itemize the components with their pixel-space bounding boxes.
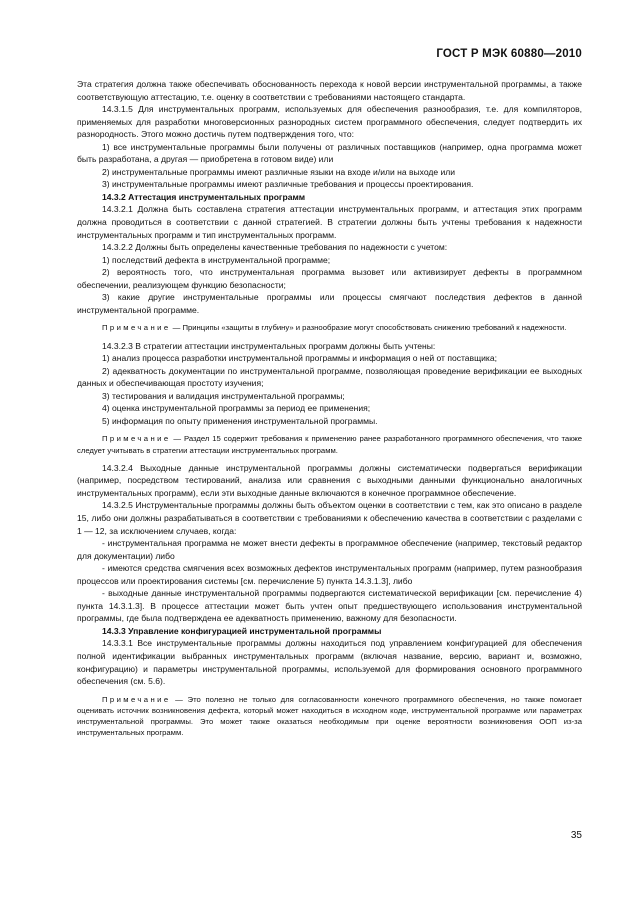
paragraph: 14.3.2.5 Инструментальные программы должны быть объектом оценки в соответствии с тем, как это описано в разделе 15, либо они должны разрабатываться в соответствии с требованиями к обеспечению качества в соответствии с разделами с 1 — 12, за исключением случаев, когда: <box>77 500 582 536</box>
note <box>77 433 582 455</box>
paragraph: 14.3.2.4 Выходные данные инструментальной программы должны систематически подвергаться верификации (например, посредством тестирований, анализа или сравнения с выходными данными функционально аналогичных инструментальных программ), если эти выходные данные включаются в конечное программное обеспечение. <box>77 462 582 498</box>
paragraph: 14.3.2.3 В стратегии аттестации инструментальных программ должны быть учтены: <box>102 340 436 351</box>
note-label: Примечание <box>102 434 171 444</box>
list-item: 5) информация по опыту применения инструментальной программы. <box>102 415 378 426</box>
note-text: — Раздел 15 содержит требования к применению ранее разработанного программного обеспечения, что также следует учитывать в стратегии аттестации инструментальных программ. <box>77 434 582 455</box>
paragraph: 14.3.3.1 Все инструментальные программы должны находиться под управлением конфигурацией для обеспечения полной идентификации выбранных инструментальных программ (включая название, версию, вариант и, возможно, конфигурацию) и параметры инструментальной программы, используемой для формирования основного программного обеспечения (см. 5.6). <box>77 638 582 687</box>
paragraph: 14.3.2.1 Должна быть составлена стратегия аттестации инструментальных программ, и аттестация этих программ должна проводиться в соответствии с данной стратегией. В стратегии должны быть учтены требования к надежности инструментальных программ и тип инструментальных программ. <box>77 204 582 240</box>
list-item: 1) последствий дефекта в инструментальной программе; <box>102 254 331 265</box>
document-header: ГОСТ Р МЭК 60880—2010 <box>436 48 582 60</box>
paragraph: 14.3.2.2 Должны быть определены качественные требования по надежности с учетом: <box>102 242 448 253</box>
note-label: Примечание <box>102 694 171 704</box>
list-item: - выходные данные инструментальной программы подвергаются систематической верификации [см. перечисление 4) пункта 14.3.1.3]. В процессе аттестации может быть учтен опыт предшествующего использования инструментальной программы, где была подтверждена ее адекватность применению, важному для безопасности. <box>77 588 582 624</box>
page-body <box>77 78 582 738</box>
list-item: 3) какие другие инструментальные программы или процессы смягчают последствия дефектов в данной инструментальной программе. <box>77 292 582 315</box>
list-item: 2) вероятность того, что инструментальная программа вызовет или активизирует дефекты в программном обеспечении, реализующем функцию безопасности; <box>77 267 582 290</box>
note-text: — Принципы «защиты в глубину» и разнообразие могут способствовать снижению требований к надежности. <box>170 323 567 333</box>
list-item: 2) адекватность документации по инструментальной программе, позволяющая проведение верификации ее выходных данных и обеспечивающая простоту изучения; <box>77 365 582 389</box>
note <box>77 694 582 739</box>
list-item: - инструментальная программа не может внести дефекты в программное обеспечение (например, текстовый редактор для документации) либо <box>77 538 582 561</box>
note-label: Примечание <box>102 323 171 333</box>
note-text: — Это полезно не только для согласованности конечного программного обеспечения, но также помогает оценивать источник возникновения дефекта, который может находиться в исходном коде, инструментальной программе или параметрах инструментальной программы. Это может также оказаться необходимым при оценке вероятности возникновения ООП из-за инструментальных программ. <box>77 694 582 738</box>
section-heading: 14.3.3 Управление конфигурацией инструментальной программы <box>102 625 382 636</box>
section-heading: 14.3.2 Аттестация инструментальных программ <box>102 191 306 202</box>
list-item: 2) инструментальные программы имеют различные языки на входе и/или на выходе или <box>102 166 456 177</box>
paragraph: 14.3.1.5 Для инструментальных программ, используемых для обеспечения разнообразия, т.е. для компиляторов, применяемых для разработки многоверсионных разнородных систем программного обеспечения, следует подтвердить их разнородность. Этого можно достичь путем подтверждения того, что: <box>77 104 582 140</box>
list-item: 1) анализ процесса разработки инструментальной программы и информация о ней от поставщика; <box>102 353 497 364</box>
paragraph: Эта стратегия должна также обеспечивать обоснованность перехода к новой версии инструментальной программы, а также соответствующую аттестацию, т.е. оценку в соответствии с требованиями настоящего стандарта. <box>77 79 582 102</box>
page-number: 35 <box>570 830 582 841</box>
list-item: 1) все инструментальные программы были получены от различных поставщиков (например, одна программа может быть разработана, а другая — приобретена в готовом виде) или <box>77 141 582 165</box>
list-item: - имеются средства смягчения всех возможных дефектов инструментальных программ (например, путем разнообразия процессов или проектирования системы [см. перечисление 5) пункта 14.3.1.3], либо <box>77 563 582 586</box>
note <box>77 322 582 333</box>
list-item: 3) тестирования и валидация инструментальной программы; <box>102 390 345 401</box>
list-item: 4) оценка инструментальной программы за период ее применения; <box>102 403 371 414</box>
list-item: 3) инструментальные программы имеют различные требования и процессы проектирования. <box>102 179 474 190</box>
